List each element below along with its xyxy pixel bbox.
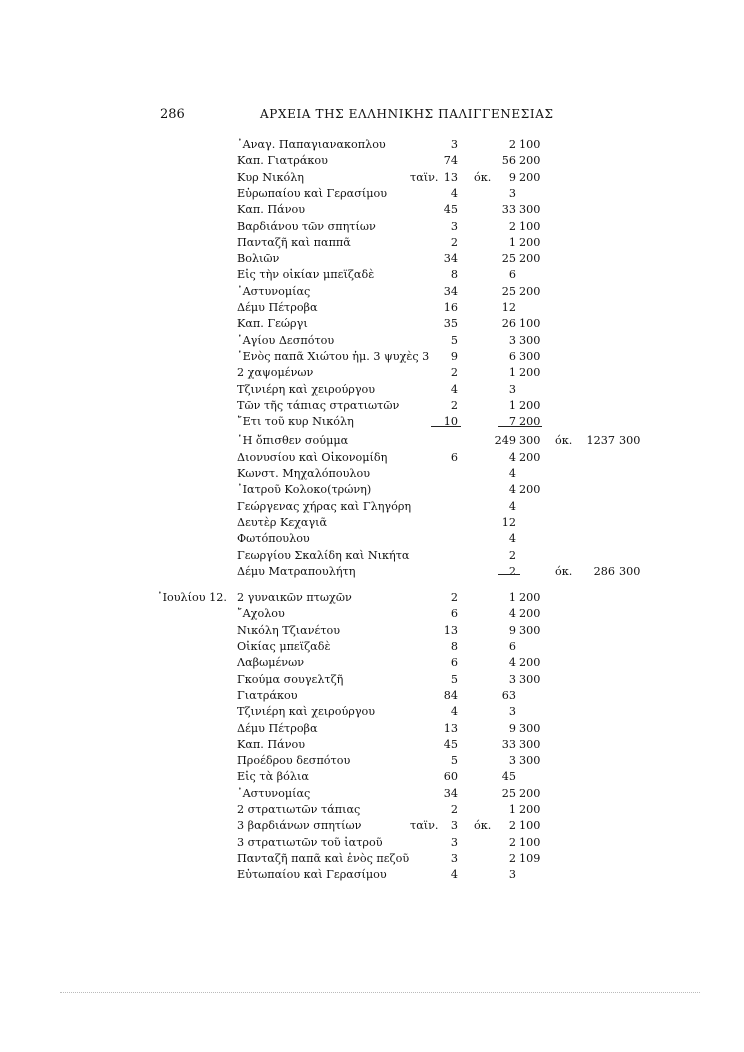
cell-a: 2 (450, 591, 458, 605)
cell-b: 9 (508, 623, 516, 637)
cell-b: 1 (508, 803, 516, 816)
cell-a: 34 (443, 284, 458, 298)
cell-b: 6 (508, 349, 516, 363)
cell-a: 5 (450, 333, 458, 347)
cell-b: 9 (508, 721, 516, 735)
ledger-row (0, 450, 744, 466)
cell-c: 300 (519, 203, 541, 217)
cell-name: Εὐτωπαίου καὶ Γερασίμου (237, 868, 387, 882)
cell-name: Δέμυ Ματραπουλήτη (237, 564, 356, 578)
cell-c: 200 (519, 235, 541, 249)
cell-name: ᾿Αστυνομίας (237, 786, 311, 800)
ledger-row (0, 202, 744, 218)
cell-name: Δευτὲρ Κεχαγιᾶ (237, 515, 328, 529)
cell-name: Τζινιέρη καὶ χειρούργου (237, 382, 376, 396)
ledger-row (0, 606, 744, 622)
ledger-row (0, 365, 744, 381)
cell-b: 4 (508, 450, 516, 464)
cell-a: 9 (450, 349, 458, 363)
cell-c: 300 (519, 623, 541, 637)
cell-a: 2 (450, 803, 458, 816)
cell-a: 10 (443, 415, 458, 429)
scan-edge-noise (60, 992, 700, 993)
cell-a: 3 (450, 851, 458, 865)
ledger-row (0, 590, 744, 606)
cell-a: 60 (443, 770, 458, 784)
cell-a: 45 (443, 203, 458, 217)
cell-name: ᾿Αστυνομίας (237, 284, 311, 298)
cell-a: 3 (450, 835, 458, 849)
cell-d: 286 (593, 564, 615, 578)
cell-name: 2 χαψομένων (237, 366, 314, 380)
cell-b: 4 (508, 483, 516, 497)
cell-a: 13 (443, 623, 458, 637)
ledger-row (0, 137, 744, 153)
cell-name: Δέμυ Πέτροβα (237, 721, 318, 735)
ledger-row (0, 851, 744, 867)
cell-name: Γεώργενας χήρας καὶ Γληγόρη (237, 499, 412, 513)
cell-name: Βολιῶν (237, 252, 280, 266)
ledger-row (0, 219, 744, 235)
cell-b: 33 (501, 737, 516, 751)
cell-name: Καπ. Γεώργι (237, 317, 308, 331)
sum-rule-left (431, 426, 461, 427)
ledger-row (0, 531, 744, 547)
cell-a: 4 (450, 186, 458, 200)
cell-b: 56 (501, 154, 516, 168)
cell-name: ῾Αγίου Δεσπότου (237, 333, 335, 347)
cell-c: 100 (519, 138, 541, 151)
cell-c: 100 (519, 317, 541, 331)
cell-b: 25 (501, 786, 516, 800)
cell-mark: ταϊν. (410, 819, 439, 833)
cell-name: Δέμυ Πέτροβα (237, 301, 318, 314)
cell-b: 6 (508, 268, 516, 282)
cell-c: 200 (519, 803, 541, 816)
cell-b: 26 (501, 317, 516, 331)
cell-b: 25 (501, 284, 516, 298)
cell-a: 3 (450, 219, 458, 233)
cell-a: 5 (450, 754, 458, 768)
cell-date: ᾿Ιουλίου 12. (157, 591, 227, 605)
cell-a: 8 (450, 268, 458, 282)
ledger-row (0, 769, 744, 785)
cell-name: Φωτόπουλου (237, 532, 310, 546)
cell-b: 1 (508, 591, 516, 605)
cell-c: 200 (519, 154, 541, 168)
cell-name: Διονυσίου καὶ Οἰκονομίδη (237, 450, 388, 464)
ledger-row (0, 382, 744, 398)
cell-b: 4 (508, 607, 516, 621)
ledger-row (0, 284, 744, 300)
cell-name: Κυρ Νικόλη (237, 170, 304, 184)
cell-c: 300 (519, 737, 541, 751)
cell-name: 2 στρατιωτῶν τάπιας (237, 803, 361, 816)
cell-b: 4 (508, 532, 516, 546)
cell-name: Καπ. Γιατράκου (237, 154, 328, 168)
cell-b: 3 (508, 868, 516, 882)
ledger-row (0, 639, 744, 655)
cell-name: ᾿Ιατροῦ Κολοκο(τρώνη) (237, 483, 372, 497)
ledger-row (0, 170, 744, 186)
cell-name: Γκούμα σουγελτζῆ (237, 672, 344, 686)
cell-a: 13 (443, 721, 458, 735)
ledger-row (0, 153, 744, 169)
ledger-row (0, 349, 744, 365)
cell-c: 200 (519, 398, 541, 412)
cell-c: 109 (519, 851, 541, 865)
cell-name: Πανταζῆ καὶ παππᾶ (237, 235, 351, 249)
cell-name: Τῶν τῆς τάπιας στρατιωτῶν (237, 398, 400, 412)
ledger-row (0, 818, 744, 834)
cell-b: 33 (501, 203, 516, 217)
cell-b: 25 (501, 252, 516, 266)
ledger-row (0, 753, 744, 769)
ledger-row (0, 655, 744, 671)
cell-b: 1 (508, 366, 516, 380)
cell-name: Λαβωμένων (237, 656, 305, 670)
cell-a: 84 (443, 688, 458, 702)
cell-b: 9 (508, 170, 516, 184)
page-number: 286 (160, 107, 185, 122)
ledger-row (0, 433, 744, 449)
ledger-row (0, 267, 744, 283)
cell-name: ῾Η ὄπισθεν σούμμα (237, 434, 349, 448)
cell-a: 3 (450, 819, 458, 833)
cell-c: 200 (519, 656, 541, 670)
cell-b: 3 (508, 672, 516, 686)
ledger-row (0, 235, 744, 251)
cell-c: 200 (519, 366, 541, 380)
ledger-row (0, 737, 744, 753)
cell-name: Βαρδιάνου τῶν σπητίων (237, 219, 376, 233)
cell-c: 100 (519, 219, 541, 233)
cell-a: 2 (450, 366, 458, 380)
cell-mark: ταϊν. (410, 170, 439, 184)
ledger-row (0, 688, 744, 704)
cell-name: Τζινιέρη καὶ χειρούργου (237, 705, 376, 719)
cell-ox2: όκ. (555, 434, 573, 448)
cell-b: 7 (508, 415, 516, 429)
running-head: ΑΡΧΕΙΑ ΤΗΣ ΕΛΛΗΝΙΚΗΣ ΠΑΛΙΓΓΕΝΕΣΙΑΣ (260, 107, 554, 121)
cell-c: 200 (519, 786, 541, 800)
cell-name: Κωνστ. Μηχαλόπουλου (237, 467, 371, 480)
cell-b: 2 (508, 819, 516, 833)
ledger-row (0, 548, 744, 564)
ledger-row (0, 300, 744, 316)
cell-b: 45 (501, 770, 516, 784)
cell-name: Καπ. Πάνου (237, 203, 306, 217)
cell-b: 3 (508, 186, 516, 200)
cell-name: Πανταζῆ παπᾶ καὶ ἑνὸς πεζοῦ (237, 851, 410, 865)
cell-b: 63 (501, 688, 516, 702)
cell-b: 249 (494, 434, 516, 448)
cell-b: 3 (508, 382, 516, 396)
ledger-row (0, 867, 744, 883)
cell-name: Εἰς τὴν οἰκίαν μπεϊζαδὲ (237, 268, 375, 282)
cell-name: ῎Αχολου (237, 607, 285, 621)
cell-e: 300 (619, 564, 641, 578)
ledger-row (0, 251, 744, 267)
cell-a: 3 (450, 138, 458, 151)
ledger-row (0, 835, 744, 851)
cell-d: 1237 (586, 434, 615, 448)
cell-a: 45 (443, 737, 458, 751)
cell-a: 4 (450, 868, 458, 882)
cell-c: 300 (519, 333, 541, 347)
cell-c: 300 (519, 349, 541, 363)
ledger-row (0, 623, 744, 639)
cell-b: 6 (508, 640, 516, 653)
cell-c: 200 (519, 607, 541, 621)
cell-c: 200 (519, 170, 541, 184)
cell-b: 3 (508, 333, 516, 347)
cell-name: Καπ. Πάνου (237, 737, 306, 751)
cell-name: 3 βαρδιάνων σπητίων (237, 819, 362, 833)
cell-b: 2 (508, 548, 516, 562)
cell-b: 12 (501, 515, 516, 529)
cell-b: 4 (508, 467, 516, 480)
cell-a: 4 (450, 382, 458, 396)
cell-c: 200 (519, 252, 541, 266)
cell-name: 3 στρατιωτῶν τοῦ ἰατροῦ (237, 835, 383, 849)
cell-a: 74 (443, 154, 458, 168)
cell-c: 300 (519, 672, 541, 686)
cell-b: 2 (508, 138, 516, 151)
cell-c: 200 (519, 284, 541, 298)
cell-c: 100 (519, 835, 541, 849)
ledger-row (0, 333, 744, 349)
cell-name: ᾿Αναγ. Παπαγιανακοπλου (237, 138, 386, 151)
cell-c: 200 (519, 415, 541, 429)
cell-name: ῎Ετι τοῦ κυρ Νικόλη (237, 415, 354, 429)
cell-a: 2 (450, 398, 458, 412)
cell-c: 300 (519, 754, 541, 768)
cell-a: 6 (450, 450, 458, 464)
cell-a: 4 (450, 705, 458, 719)
cell-name: Νικόλη Τζιανέτου (237, 623, 341, 637)
cell-name: Γεωργίου Σκαλίδη καὶ Νικήτα (237, 548, 410, 562)
ledger-row (0, 802, 744, 818)
cell-ox1: όκ. (474, 170, 492, 184)
cell-c: 200 (519, 483, 541, 497)
cell-name: 2 γυναικῶν πτωχῶν (237, 591, 352, 605)
ledger-row (0, 564, 744, 580)
cell-a: 2 (450, 235, 458, 249)
cell-b: 3 (508, 705, 516, 719)
cell-a: 34 (443, 252, 458, 266)
cell-c: 300 (519, 434, 541, 448)
cell-b: 2 (508, 851, 516, 865)
cell-b: 12 (501, 301, 516, 314)
ledger-row (0, 672, 744, 688)
ledger-row (0, 786, 744, 802)
cell-c: 100 (519, 819, 541, 833)
cell-a: 16 (443, 301, 458, 314)
ledger-row (0, 186, 744, 202)
cell-b: 4 (508, 499, 516, 513)
cell-a: 6 (450, 656, 458, 670)
ledger-row (0, 721, 744, 737)
ledger-row (0, 414, 744, 430)
cell-ox2: όκ. (555, 564, 573, 578)
cell-a: 6 (450, 607, 458, 621)
cell-name: ῾Ενὸς παπᾶ Χιώτου ἡμ. 3 ψυχὲς 3 (237, 349, 430, 363)
cell-b: 1 (508, 398, 516, 412)
cell-name: Εὐρωπαίου καὶ Γερασίμου (237, 186, 388, 200)
cell-b: 2 (508, 835, 516, 849)
ledger-row (0, 398, 744, 414)
cell-c: 300 (519, 721, 541, 735)
cell-a: 34 (443, 786, 458, 800)
ledger-row (0, 704, 744, 720)
cell-b: 1 (508, 235, 516, 249)
sum-rule-second (498, 574, 520, 575)
cell-a: 8 (450, 640, 458, 653)
cell-c: 200 (519, 591, 541, 605)
cell-a: 13 (443, 170, 458, 184)
ledger-row (0, 515, 744, 531)
cell-a: 35 (443, 317, 458, 331)
cell-ox1: όκ. (474, 819, 492, 833)
cell-name: Γιατράκου (237, 688, 298, 702)
cell-name: Προέδρου δεσπότου (237, 754, 351, 768)
sum-rule-right (498, 426, 542, 427)
cell-b: 2 (508, 564, 516, 578)
cell-name: Εἰς τὰ βόλια (237, 770, 309, 784)
cell-name: Οἰκίας μπεϊζαδὲ (237, 640, 331, 653)
cell-b: 2 (508, 219, 516, 233)
cell-e: 300 (619, 434, 641, 448)
ledger-row (0, 316, 744, 332)
cell-c: 200 (519, 450, 541, 464)
cell-b: 4 (508, 656, 516, 670)
ledger-row (0, 482, 744, 498)
cell-a: 5 (450, 672, 458, 686)
ledger-row (0, 466, 744, 482)
cell-b: 3 (508, 754, 516, 768)
ledger-row (0, 499, 744, 515)
